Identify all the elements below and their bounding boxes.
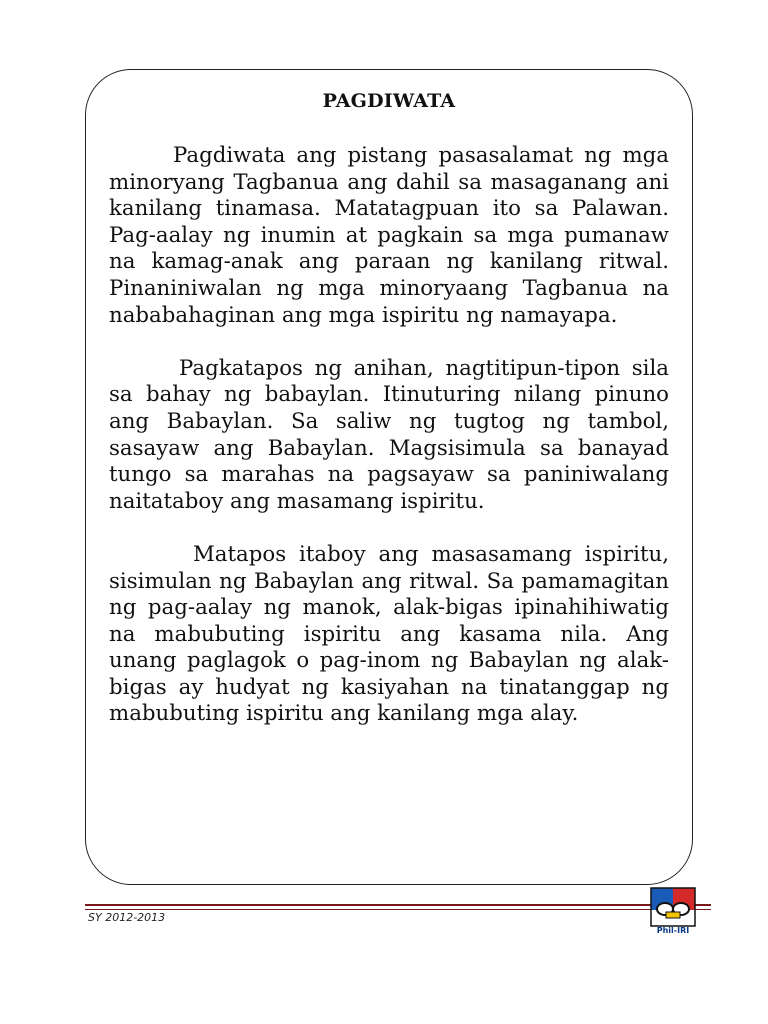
document-title: PAGDIWATA: [322, 90, 456, 112]
paragraph-3-text: Matapos itaboy ang masasamang ispiritu, sisimulan ng Babaylan ang ritwal. Sa pamamagitan ng pag-aalay ng manok, alak-bigas ipinahihiwatig na mabubuting ispiritu ang kasama nila. Ang unang paglagok o pag-inom ng Babaylan ng alak-bigas ay hudyat ng kasiyahan na tinatanggap ng mabubuting ispiritu ang kanilang mga alay.: [109, 541, 669, 727]
reading-passage: [109, 143, 669, 755]
paragraph-1: [109, 143, 669, 329]
school-year-label: SY 2012-2013: [88, 911, 166, 924]
paragraph-2-text: Pagkatapos ng anihan, nagtitipun-tipon sila sa bahay ng babaylan. Itinuturing nilang pinuno ang Babaylan. Sa saliw ng tugtog ng tambol, sasayaw ang Babaylan. Magsisimula sa banayad tungo sa marahas na pagsayaw sa paniniwalang naitataboy ang masamang ispiritu.: [109, 355, 669, 514]
paragraph-2: [109, 356, 669, 516]
paragraph-1-text: Pagdiwata ang pistang pasasalamat ng mga minoryang Tagbanua ang dahil sa masaganang ani kanilang tinamasa. Matatagpuan ito sa Palawan. Pag-aalay ng inumin at pagkain sa mga pumanaw na kamag-anak ang paraan ng kanilang ritwal. Pinaniniwalan ng mga minoryaang Tagbanua na nababahaginan ang mga ispiritu ng namayapa.: [109, 143, 669, 328]
logo-label: Phil-IRI: [656, 926, 690, 935]
paragraph-3: [109, 542, 669, 728]
footer-rule-bottom: [85, 909, 711, 910]
footer-rule-top: [85, 904, 711, 906]
